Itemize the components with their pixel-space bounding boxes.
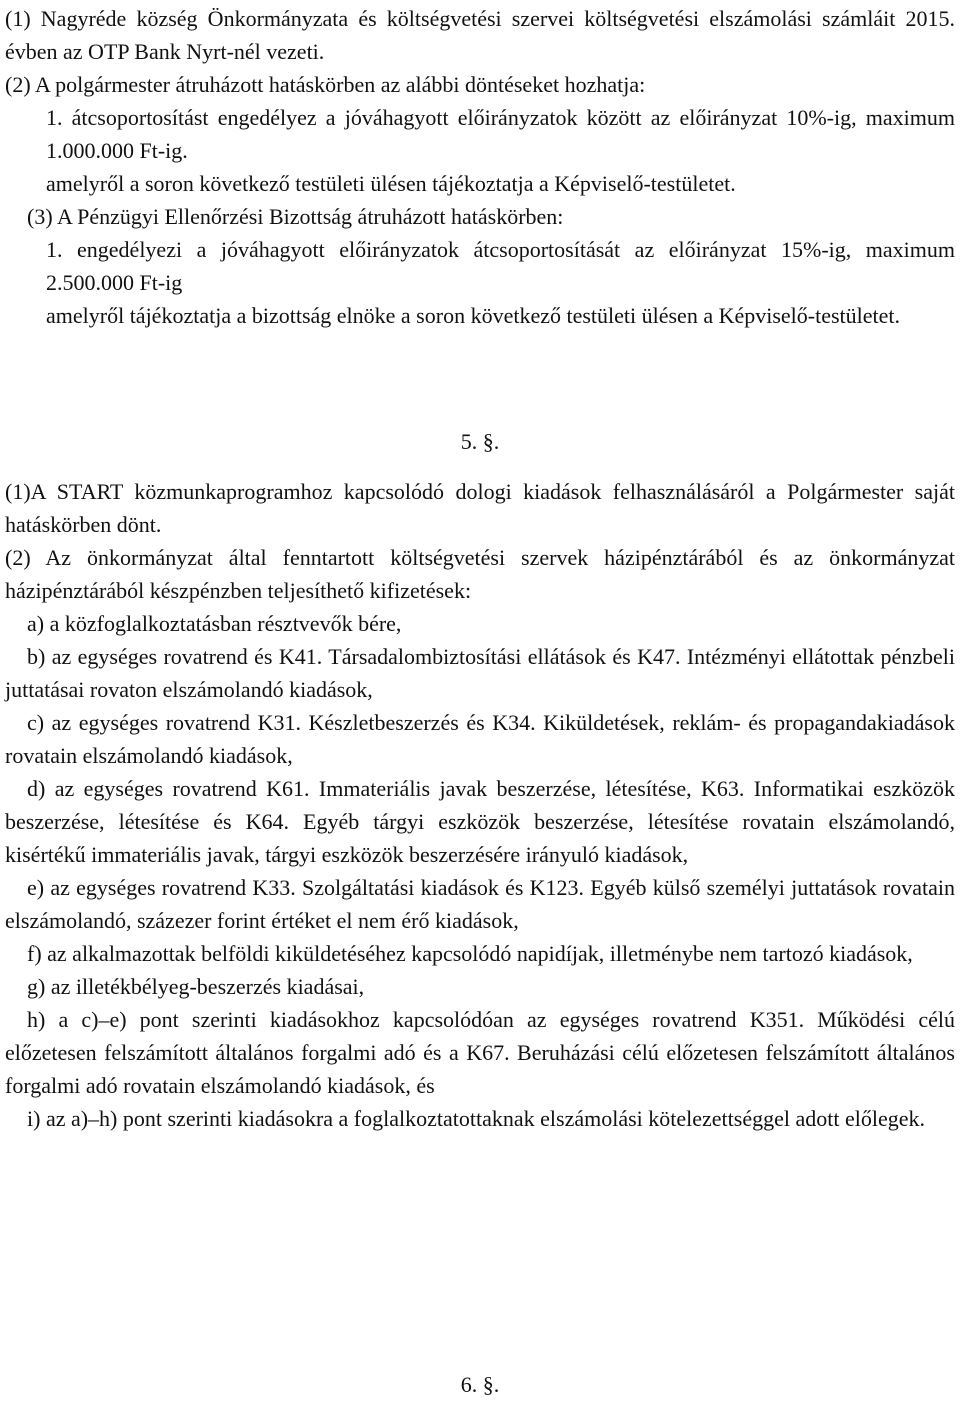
- paragraph-5-1: (1)A START közmunkaprogramhoz kapcsolódó dologi kiadások felhasználásáról a Polgármester saját hatáskörben dönt.: [5, 479, 955, 537]
- paragraph-4-3-item-1: 1. engedélyezi a jóváhagyott előirányzatok átcsoportosítását az előirányzat 15%-ig, maximum 2.500.000 Ft-ig: [46, 237, 955, 295]
- list-item-b: b) az egységes rovatrend és K41. Társadalombiztosítási ellátások és K47. Intézményi ellátottak pénzbeli juttatásai rovaton elszámolandó kiadások,: [5, 644, 955, 702]
- paragraph-4-3: (3) A Pénzügyi Ellenőrzési Bizottság átruházott hatáskörben:: [27, 204, 564, 229]
- section-4-body: [5, 2, 955, 332]
- section-5-heading: 5. §.: [460, 429, 500, 454]
- paragraph-4-2-item-1: 1. átcsoportosítást engedélyez a jóváhagyott előirányzatok között az előirányzat 10%-ig, maximum 1.000.000 Ft-ig.: [46, 105, 955, 163]
- section-6-heading: 6. §.: [460, 1372, 500, 1397]
- list-item-h: h) a c)–e) pont szerinti kiadásokhoz kapcsolódóan az egységes rovatrend K351. Működési célú előzetesen felszámított általános forgalmi adó és a K67. Beruházási célú előzetesen felszámított általános forgalmi adó rovatain elszámolandó kiadások, és: [5, 1007, 955, 1098]
- paragraph-4-2-item-1-note: amelyről a soron következő testületi ülésen tájékoztatja a Képviselő-testületet.: [46, 171, 736, 196]
- list-item-e: e) az egységes rovatrend K33. Szolgáltatási kiadások és K123. Egyéb külső személyi juttatások rovatain elszámolandó, százezer forint értéket el nem érő kiadások,: [5, 875, 955, 933]
- list-item-a: a) a közfoglalkoztatásban résztvevők bére,: [27, 611, 402, 636]
- list-item-d: d) az egységes rovatrend K61. Immateriális javak beszerzése, létesítése, K63. Informatikai eszközök beszerzése, létesítése és K64. Egyéb tárgyi eszközök beszerzése, létesítése rovatain elszámolandó, kisértékű immateriális javak, tárgyi eszközök beszerzésére irányuló kiadások,: [5, 776, 955, 867]
- list-item-i: i) az a)–h) pont szerinti kiadásokra a foglalkoztatottaknak elszámolási kötelezettséggel adott előlegek.: [27, 1106, 925, 1131]
- section-5-body: [5, 475, 955, 1135]
- list-item-f: f) az alkalmazottak belföldi kiküldetéséhez kapcsolódó napidíjak, illetménybe nem tartozó kiadások,: [27, 941, 913, 966]
- paragraph-4-1: (1) Nagyréde község Önkormányzata és költségvetési szervei költségvetési elszámolási számláit 2015. évben az OTP Bank Nyrt-nél vezeti.: [5, 6, 955, 64]
- list-item-g: g) az illetékbélyeg-beszerzés kiadásai,: [27, 974, 365, 999]
- paragraph-4-3-item-1-note: amelyről tájékoztatja a bizottság elnöke a soron következő testületi ülésen a Képviselő-testületet.: [46, 303, 901, 328]
- paragraph-4-2: (2) A polgármester átruházott hatáskörben az alábbi döntéseket hozhatja:: [5, 72, 646, 97]
- paragraph-5-2: (2) Az önkormányzat által fenntartott költségvetési szervek házipénztárából és az önkormányzat házipénztárából készpénzben teljesíthető kifizetések:: [5, 545, 955, 603]
- list-item-c: c) az egységes rovatrend K31. Készletbeszerzés és K34. Kiküldetések, reklám- és propagandakiadások rovatain elszámolandó kiadások,: [5, 710, 955, 768]
